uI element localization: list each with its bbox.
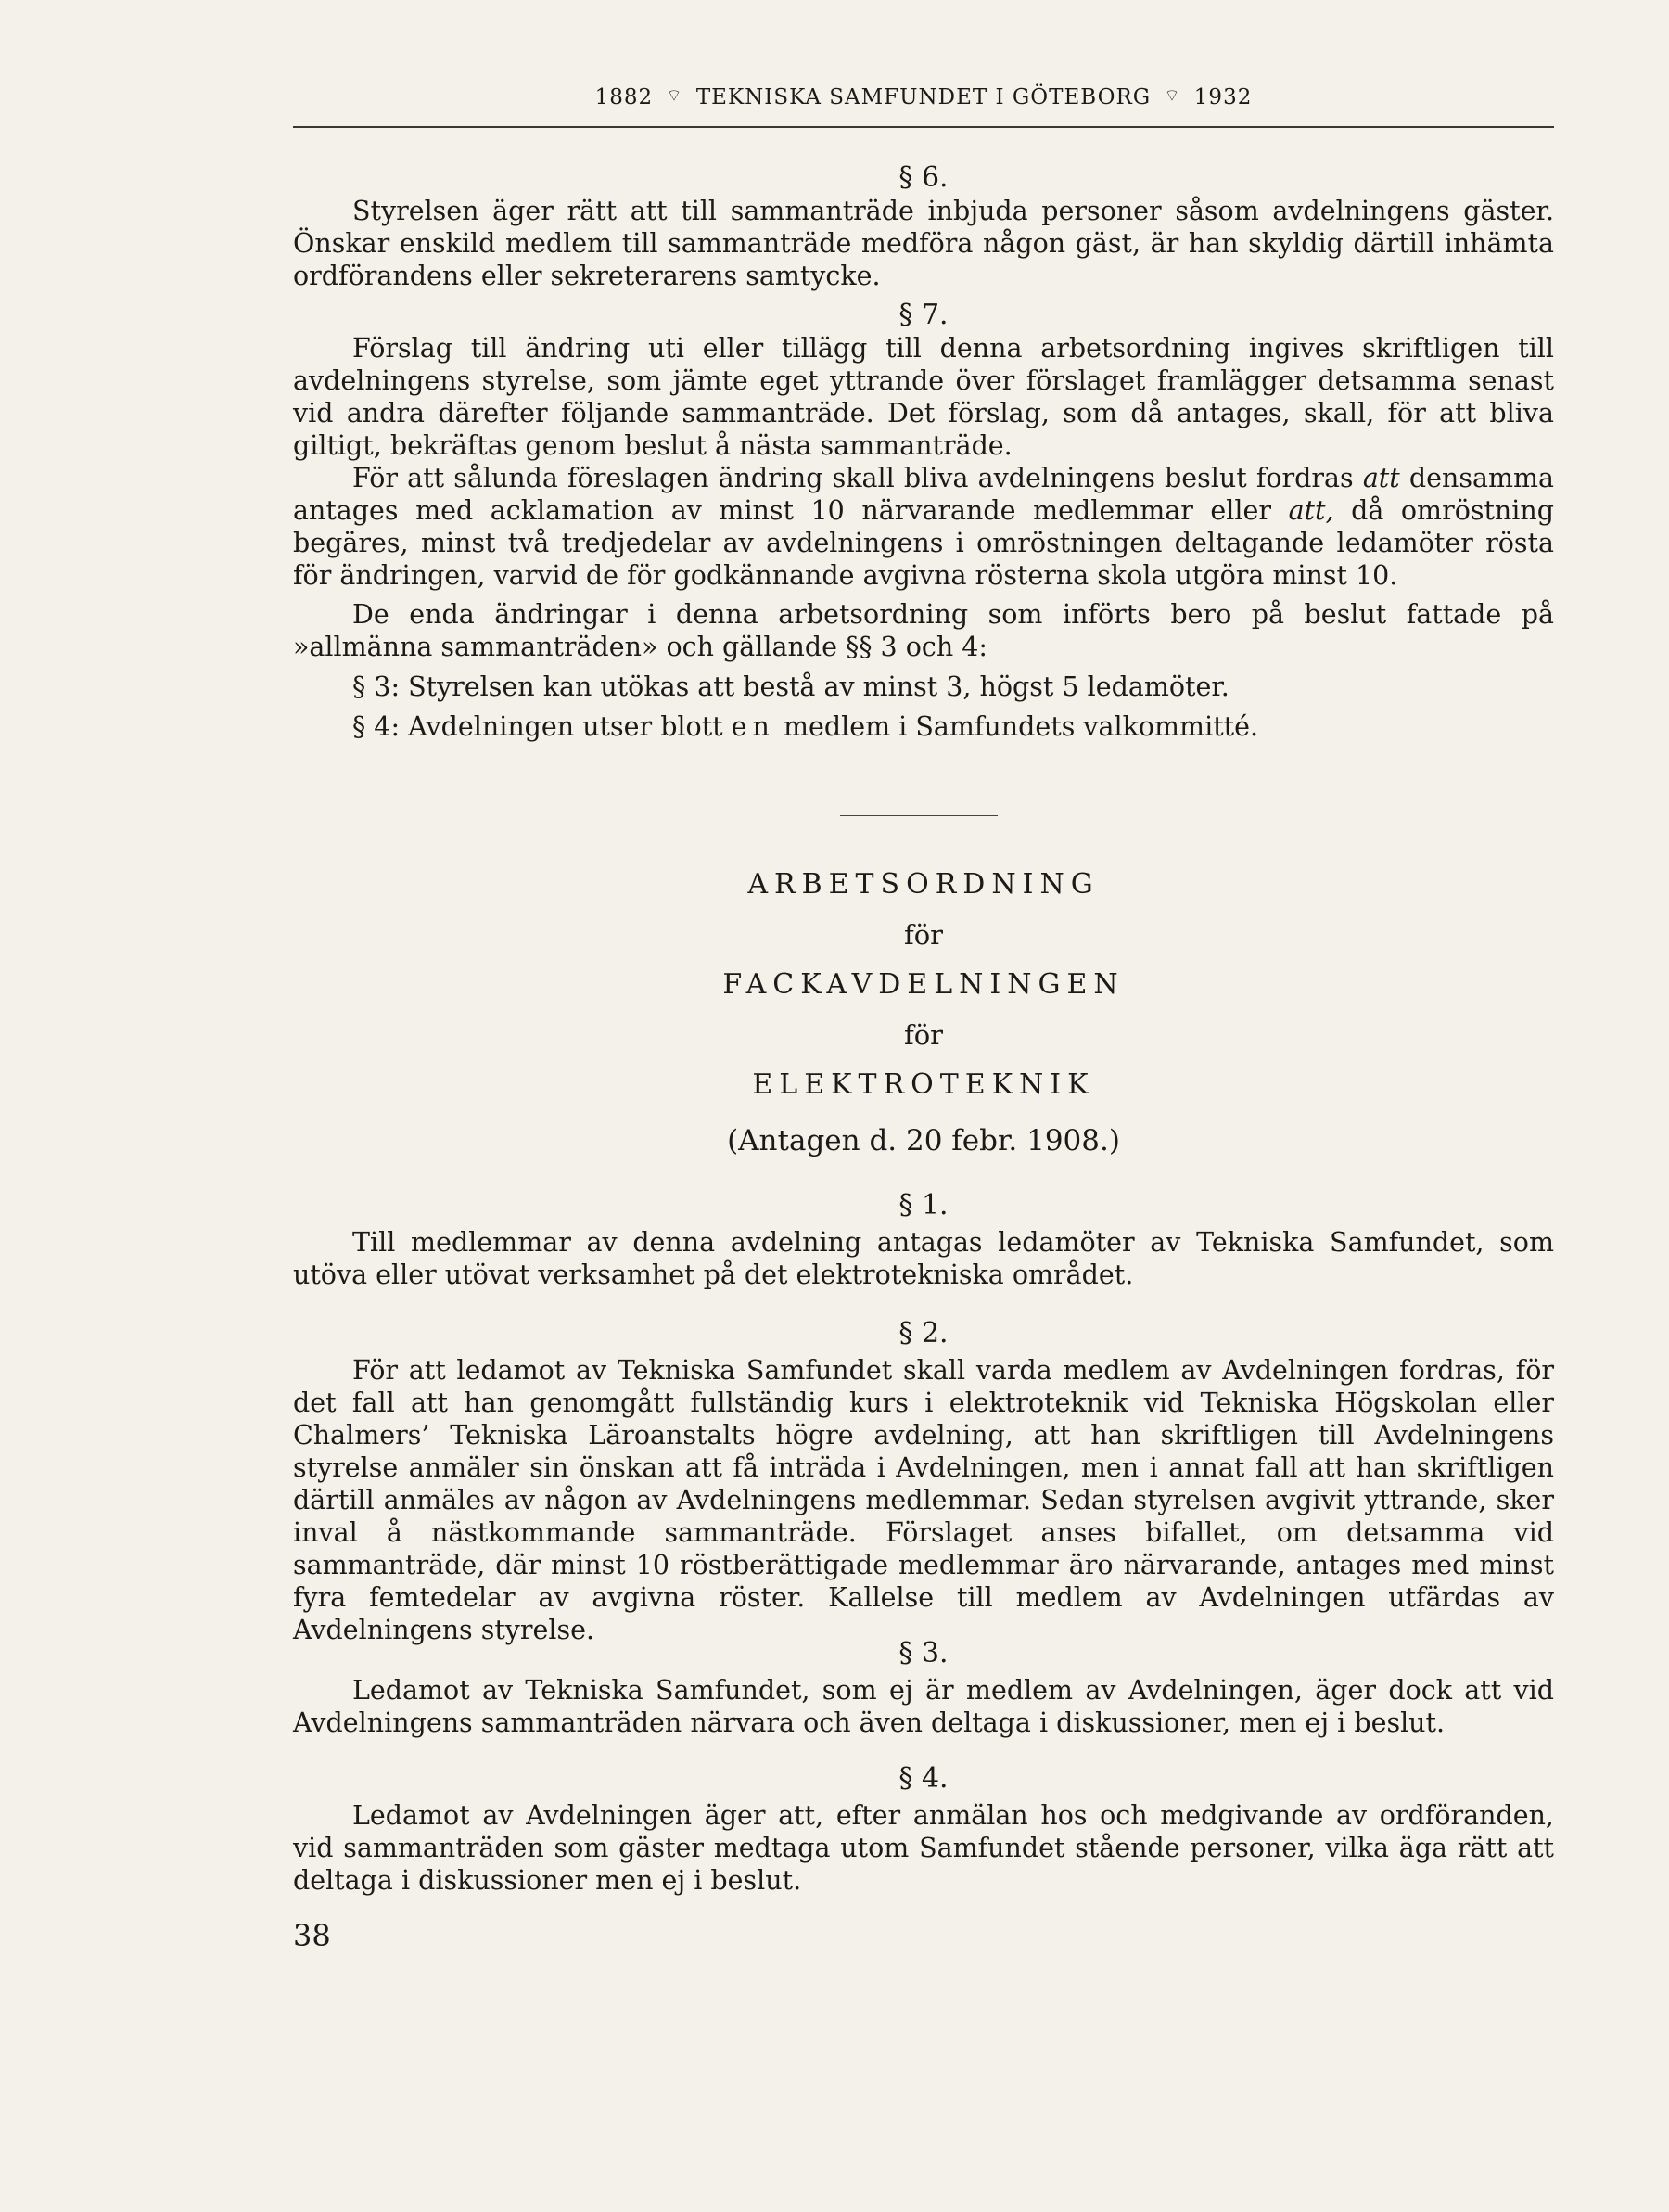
page-number: 38 [293, 1918, 331, 1953]
title-connector: för [903, 919, 944, 951]
header-year-start: 1882 [594, 85, 654, 109]
section-text: Styrelsen äger rätt att till sammanträde inbjuda personer såsom avdelningens gäster. Önskar enskild medlem till sammanträde medföra någon gäst, är han skyldig därtill inhämta ordförandens eller sekreterarens samtycke. [293, 196, 1554, 291]
section-4 [293, 1762, 1554, 1897]
section-heading: § 2. [898, 1317, 949, 1349]
title-field: ELEKTROTEKNIK [752, 1068, 1095, 1101]
section-heading: § 6. [898, 161, 949, 194]
title-connector: för [903, 1019, 944, 1051]
section-heading: § 1. [898, 1189, 949, 1221]
section-heading: § 3. [898, 1637, 949, 1669]
section-text: Till medlemmar av denna avdelning antagas ledamöter av Tekniska Samfundet, som utöva eller utövat verksamhet på det elektrotekniska området. [293, 1227, 1554, 1290]
section-text: Ledamot av Tekniska Samfundet, som ej är medlem av Avdelningen, äger dock att vid Avdelningens sammanträden närvara och även deltaga i diskussioner, men ej i beslut. [293, 1675, 1554, 1738]
header-rule [293, 126, 1554, 128]
amendment-item: § 4: Avdelningen utser blott en medlem i Samfundets valkommitté. [352, 711, 1259, 742]
amendment-item: § 3: Styrelsen kan utökas att bestå av minst 3, högst 5 ledamöter. [352, 671, 1229, 702]
section-text: Förslag till ändring uti eller tillägg till denna arbetsordning ingives skriftligen till avdelningens styrelse, som jämte eget yttrande över förslaget framlägger detsamma senast vid andra därefter följande sammanträde. Det förslag, som då antages, skall, för att bliva giltigt, bekräftas genom beslut å nästa sammanträde. [293, 333, 1554, 461]
running-header [293, 85, 1554, 109]
section-text: För att sålunda föreslagen ändring skall bliva avdelningens beslut fordras att densamma antages med acklamation av minst 10 närvarande medlemmar eller att, då omröstning begäres, minst två tredjedelar av avdelningens i omröstningen deltagande ledamöter rösta för ändringen, varvid de för godkännande avgivna rösterna skola utgöra minst 10. [293, 463, 1554, 591]
section-heading: § 4. [898, 1762, 949, 1795]
header-title: TEKNISKA SAMFUNDET I GÖTEBORG [695, 85, 1152, 109]
title-department: FACKAVDELNINGEN [722, 968, 1125, 1001]
section-7 [293, 299, 1554, 592]
doc-title: ARBETSORDNING [747, 868, 1100, 901]
section-2 [293, 1317, 1554, 1646]
title-block [293, 866, 1554, 1159]
ornament-icon: ⌔ [1164, 86, 1181, 106]
amendments-intro: De enda ändringar i denna arbetsordning som införts bero på beslut fattade på »allmänna sammanträden» och gällande §§ 3 och 4: [293, 599, 1554, 662]
title-adopted-date: (Antagen d. 20 febr. 1908.) [727, 1124, 1120, 1157]
section-heading: § 7. [898, 299, 949, 331]
section-text: För att ledamot av Tekniska Samfundet skall varda medlem av Avdelningen fordras, för det fall att han genomgått fullständig kurs i elektroteknik vid Tekniska Högskolan eller Chalmers’ Tekniska Läroanstalts högre avdelning, att han skriftligen till Avdelningens styrelse anmäler sin önskan att få inträda i Avdelningen, men i annat fall att han skriftligen därtill anmäles av någon av Avdelningens medlemmar. Sedan styrelsen avgivit yttrande, sker inval å nästkommande sammanträde. Förslaget anses bifallet, om detsamma vid sammanträde, där minst 10 röstberättigade medlemmar äro närvarande, antages med minst fyra femtedelar av avgivna röster. Kallelse till medlem av Avdelningen utfärdas av Avdelningens styrelse. [293, 1355, 1554, 1645]
section-6 [293, 161, 1554, 292]
section-1 [293, 1189, 1554, 1291]
ornament-icon: ⌔ [666, 86, 683, 106]
section-text: Ledamot av Avdelningen äger att, efter anmälan hos och medgivande av ordföranden, vid sammanträden som gäster medtaga utom Samfundet stående personer, vilka äga rätt att deltaga i diskussioner men ej i beslut. [293, 1800, 1554, 1896]
amendments-note [293, 598, 1554, 743]
section-3 [293, 1637, 1554, 1739]
separator-rule [840, 815, 998, 816]
header-year-end: 1932 [1193, 85, 1253, 109]
